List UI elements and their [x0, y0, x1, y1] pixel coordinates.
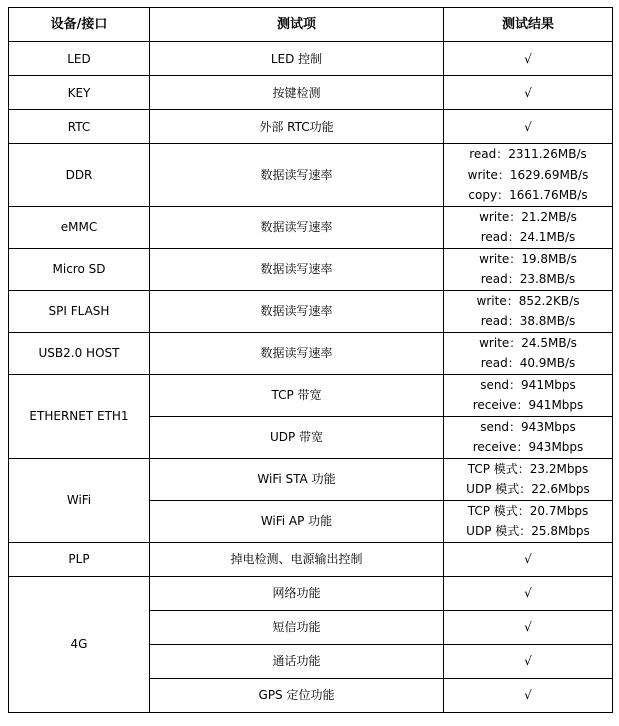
test-item-cell: 数据读写速率 [150, 248, 444, 290]
test-item-cell: TCP 带宽 [150, 374, 444, 416]
header-test-item: 测试项 [150, 8, 444, 42]
test-item-cell: WiFi AP 功能 [150, 500, 444, 542]
result-line: read：23.8MB/s [480, 272, 576, 286]
test-item-cell: 数据读写速率 [150, 290, 444, 332]
device-cell: SPI FLASH [9, 290, 150, 332]
result-line: send：943Mbps [480, 419, 576, 434]
result-cell [444, 374, 613, 416]
result-line: receive：941Mbps [472, 398, 584, 412]
result-line: write：852.2KB/s [476, 293, 580, 308]
test-item-cell: 短信功能 [150, 610, 444, 644]
result-cell [444, 416, 613, 458]
table-row [9, 374, 613, 416]
device-cell: PLP [9, 542, 150, 576]
result-cell [444, 332, 613, 374]
result-line: copy：1661.76MB/s [468, 188, 588, 202]
header-device: 设备/接口 [9, 8, 150, 42]
result-cell [444, 500, 613, 542]
test-item-cell: 数据读写速率 [150, 206, 444, 248]
result-line: read：40.9MB/s [480, 356, 576, 370]
result-cell: √ [444, 610, 613, 644]
table-row [9, 144, 613, 207]
result-line: TCP 模式：20.7Mbps [467, 503, 589, 518]
table-row [9, 76, 613, 110]
result-line: UDP 模式：25.8Mbps [466, 524, 590, 538]
table-row [9, 248, 613, 290]
result-line: read：2311.26MB/s [469, 147, 587, 161]
result-line: read：38.8MB/s [480, 314, 576, 328]
device-cell: eMMC [9, 206, 150, 248]
result-cell [444, 144, 613, 207]
result-cell: √ [444, 42, 613, 76]
result-cell: √ [444, 678, 613, 712]
result-line: write：19.8MB/s [479, 251, 577, 266]
test-item-cell: 通话功能 [150, 644, 444, 678]
test-item-cell: 按键检测 [150, 76, 444, 110]
table-row [9, 110, 613, 144]
result-line: TCP 模式：23.2Mbps [467, 461, 589, 476]
table-row [9, 290, 613, 332]
device-cell: USB2.0 HOST [9, 332, 150, 374]
result-cell: √ [444, 76, 613, 110]
device-cell: LED [9, 42, 150, 76]
result-line: send：941Mbps [480, 377, 576, 392]
test-item-cell: GPS 定位功能 [150, 678, 444, 712]
result-cell [444, 248, 613, 290]
result-cell [444, 290, 613, 332]
result-line: write：21.2MB/s [479, 209, 577, 224]
test-item-cell: 外部 RTC功能 [150, 110, 444, 144]
result-cell [444, 458, 613, 500]
test-item-cell: 掉电检测、电源输出控制 [150, 542, 444, 576]
result-cell: √ [444, 110, 613, 144]
device-cell: DDR [9, 144, 150, 207]
device-cell: ETHERNET ETH1 [9, 374, 150, 458]
test-item-cell: WiFi STA 功能 [150, 458, 444, 500]
table-row [9, 42, 613, 76]
result-line: read：24.1MB/s [480, 230, 576, 244]
result-cell: √ [444, 576, 613, 610]
device-cell: RTC [9, 110, 150, 144]
table-row [9, 542, 613, 576]
header-row [9, 8, 613, 42]
table-row [9, 206, 613, 248]
header-test-result: 测试结果 [444, 8, 613, 42]
result-line: receive：943Mbps [472, 440, 584, 454]
test-item-cell: 数据读写速率 [150, 144, 444, 207]
result-line: write：24.5MB/s [479, 335, 577, 350]
device-cell: 4G [9, 576, 150, 712]
result-cell [444, 206, 613, 248]
result-cell: √ [444, 644, 613, 678]
test-results-table [8, 7, 613, 713]
table-row [9, 458, 613, 500]
device-cell: WiFi [9, 458, 150, 542]
test-item-cell: LED 控制 [150, 42, 444, 76]
table-row [9, 576, 613, 610]
device-cell: Micro SD [9, 248, 150, 290]
result-line: write：1629.69MB/s [467, 167, 589, 182]
test-item-cell: 数据读写速率 [150, 332, 444, 374]
table-row [9, 332, 613, 374]
result-cell: √ [444, 542, 613, 576]
result-line: UDP 模式：22.6Mbps [466, 482, 590, 496]
test-item-cell: 网络功能 [150, 576, 444, 610]
test-item-cell: UDP 带宽 [150, 416, 444, 458]
device-cell: KEY [9, 76, 150, 110]
